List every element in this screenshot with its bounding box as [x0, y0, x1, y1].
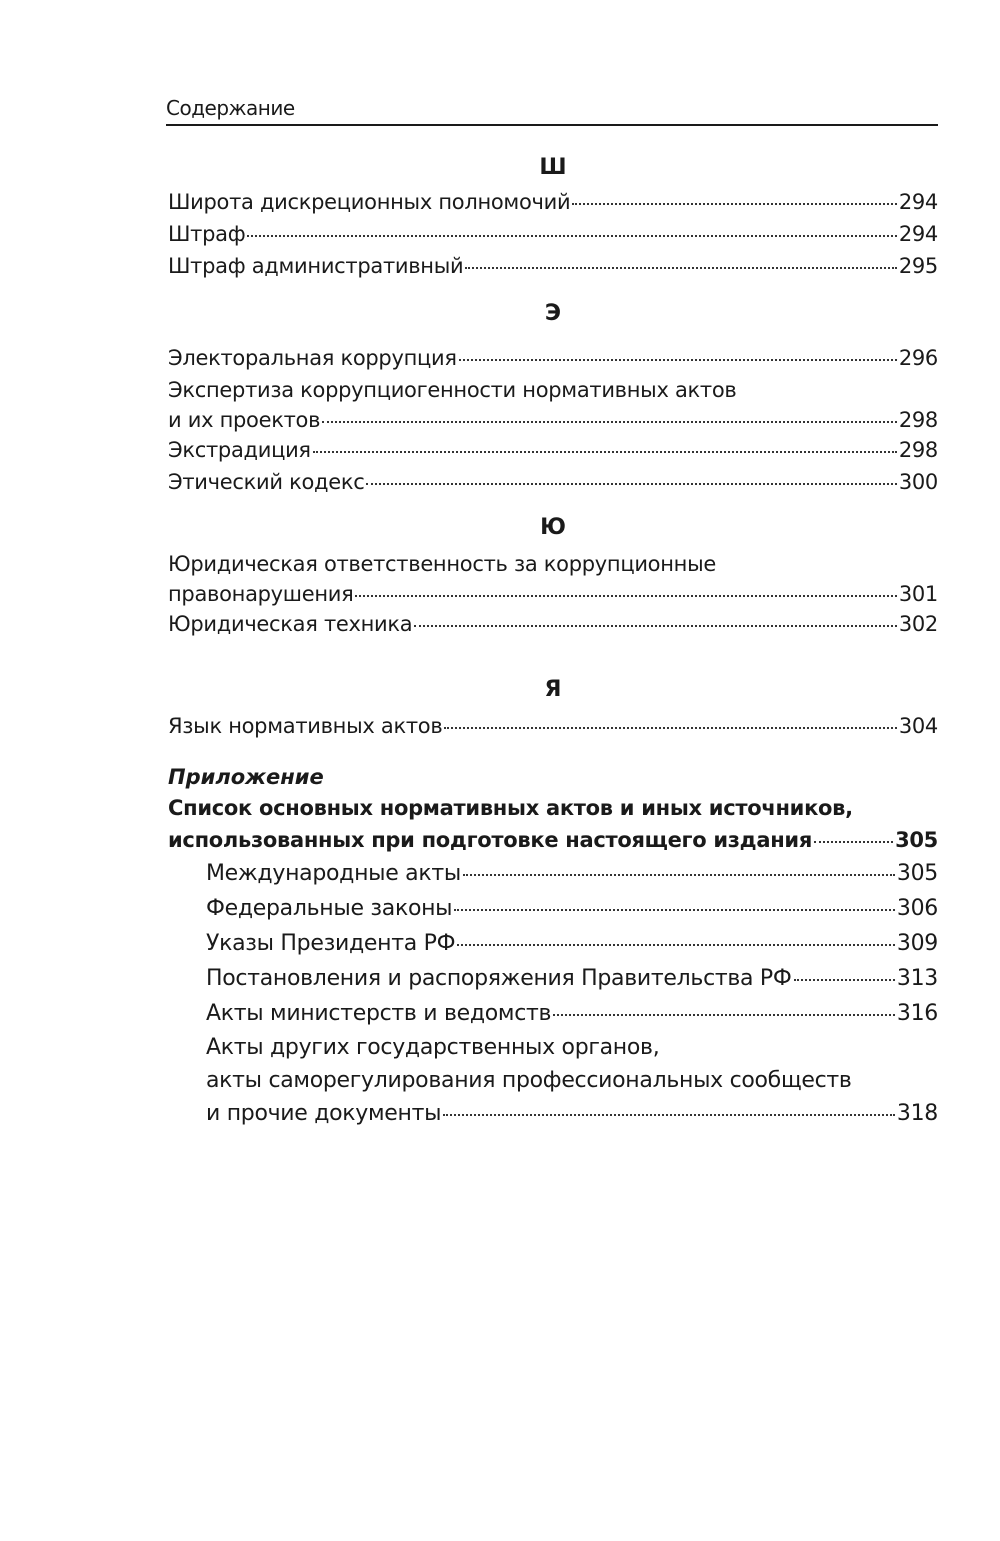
toc-entry-line: акты саморегулирования профессиональных сообществ: [206, 1068, 852, 1093]
appendix-title-line: Список основных нормативных актов и иных источников,: [168, 796, 853, 820]
toc-entry[interactable]: Юридическая техника 302: [168, 612, 938, 636]
toc-entry[interactable]: Широта дискреционных полномочий 294: [168, 190, 938, 214]
appendix-label: Приложение: [168, 765, 324, 789]
table-of-contents: [168, 150, 938, 1130]
toc-entry[interactable]: Язык нормативных актов 304: [168, 714, 938, 738]
toc-entry[interactable]: Постановления и распоряжения Правительства РФ 313: [206, 966, 938, 991]
toc-entry-line: Экспертиза коррупциогенности нормативных актов: [168, 378, 737, 402]
toc-entry[interactable]: Акты министерств и ведомств 316: [206, 1001, 938, 1026]
toc-entry[interactable]: и их проектов 298: [168, 408, 938, 432]
toc-entry-line: Юридическая ответственность за коррупционные: [168, 552, 716, 576]
toc-entry[interactable]: Этический кодекс 300: [168, 470, 938, 494]
section-letter-e: Э: [544, 301, 562, 326]
toc-entry[interactable]: Штраф административный 295: [168, 254, 938, 278]
section-letter-yu: Ю: [540, 515, 566, 540]
toc-entry[interactable]: Международные акты 305: [206, 861, 938, 886]
appendix-subentries: [168, 856, 938, 1130]
toc-entry[interactable]: Экстрадиция 298: [168, 438, 938, 462]
toc-entry-appendix[interactable]: использованных при подготовке настоящего издания 305: [168, 828, 938, 852]
section-letter-sh: Ш: [539, 155, 567, 180]
toc-entry[interactable]: Электоральная коррупция 296: [168, 346, 938, 370]
running-head: Содержание: [166, 96, 295, 120]
toc-entry[interactable]: правонарушения 301: [168, 582, 938, 606]
header-rule: [166, 124, 938, 126]
toc-entry-line: Акты других государственных органов,: [206, 1035, 660, 1060]
toc-entry[interactable]: Штраф 294: [168, 222, 938, 246]
toc-entry[interactable]: Указы Президента РФ 309: [206, 931, 938, 956]
section-letter-ya: Я: [544, 677, 562, 702]
toc-entry[interactable]: и прочие документы 318: [206, 1101, 938, 1126]
toc-entry[interactable]: Федеральные законы 306: [206, 896, 938, 921]
